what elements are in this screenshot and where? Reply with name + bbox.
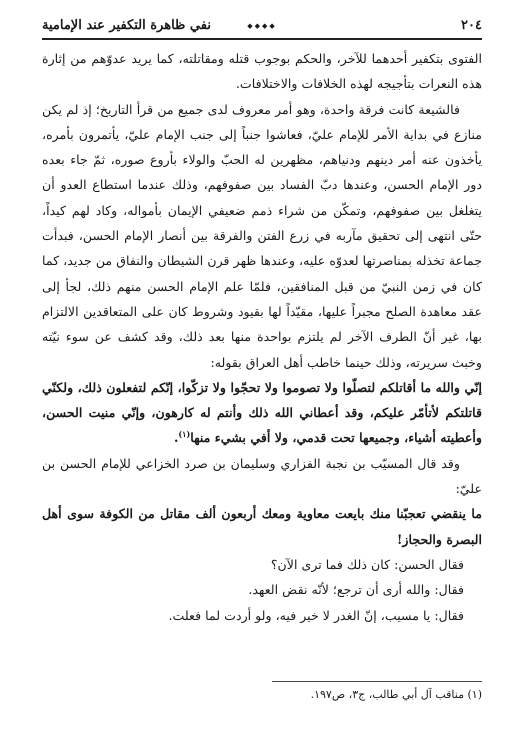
body-text	[42, 46, 482, 628]
footnote-marker: (١)	[178, 429, 191, 440]
header-ornament: ◆◆◆◆	[247, 20, 277, 30]
running-title: نفي ظاهرة التكفير عند الإمامية	[42, 17, 211, 33]
paragraph: الفتوى بتكفير أحدهما للآخر، والحكم بوجوب قتله ومقاتلته، كما يريد عدوّهم من إثارة هذه النعرات بتأجيجه لهذه الخلافات والاختلافات.	[42, 51, 482, 92]
header-rule	[42, 38, 482, 40]
page-number: ٢٠٤	[461, 17, 482, 33]
quote-text: إنّي والله ما أقاتلكم لتصلّوا ولا تصوموا ولا تحجّوا ولا تزكّوا، إنّكم لتفعلون ذلك، ولكنّي قاتلتكم لأتأمّر عليكم، وقد أعطاني الله ذلك وأنتم له كارهون، وإنّي منيت الحسن، وأعطيته أشياء، وجميعها تحت قدمي، ولا أفي بشيء منها	[42, 379, 482, 446]
dialog-line: فقال: يا مسيب، إنّ الغدر لا خير فيه، ولو أردت لما فعلت.	[168, 607, 464, 623]
paragraph: فالشيعة كانت فرقة واحدة، وهو أمر معروف لدى جميع من قرأ التاريخ؛ إذ لم يكن منازع في بداية الأمر للإمام عليّ، فعاشوا جنباً إلى جنب الإمام عليّ، يأتمرون بأمره، يأخذون عنه أمر دينهم ودنياهم، مظهرين له الحبّ والولاء بأروع صوره، ثمّ جاء بعده دور الإمام الحسن، وعندها دبّ الفساد بين صفوفهم، وذلك عندما استطاع العدو أن يتغلغل بين صفوفهم، وتمكّن من شراء ذمم ضعيفي الإيمان بأمواله، وكاد لهم كيداً، حتّى انتهى إلى تحقيق مآربه في زرع الفتن والفرقة بين أنصار الإمام الحسن، فبدأت جماعة تخذله بمناصرتها لعدوّه عليه، وعندها ظهر قرن الشيطان والنفاق من جديد، كما كان في زمن النبيّ من قبل المنافقين، فلمّا علم الإمام الحسن منهم ذلك، لجأ إلى عقد معاهدة الصلح مجبراً عليها، مقيّداً لها بقيود وشروط كان على المتعاقدين الالتزام بها، غير أنّ الطرف الآخر لم يلتزم بواحدة منها بعد ذلك، وقد كشف عن سوء نيّته وخبث سريرته، وذلك حينما خاطب أهل العراق بقوله:	[42, 101, 482, 370]
bold-statement: ما ينقضي تعجبّنا منك بايعت معاوية ومعك أربعون ألف مقاتل من الكوفة سوى أهل البصرة والحجاز!	[42, 506, 482, 547]
page-header	[42, 14, 482, 36]
footnote-rule	[272, 681, 482, 682]
footnote: (١) مناقب آل أبي طالب، ج٣، ص١٩٧.	[310, 688, 482, 701]
dialog-line: فقال: والله أرى أن ترجع؛ لأنّه نقض العهد.	[248, 582, 464, 598]
dialog-line: فقال الحسن: كان ذلك فما ترى الآن؟	[270, 556, 464, 572]
quote: إنّي والله ما أقاتلكم لتصلّوا ولا تصوموا ولا تحجّوا ولا تزكّوا، إنّكم لتفعلون ذلك، ولكنّي قاتلتكم لأتأمّر عليكم، وقد أعطاني الله ذلك وأنتم له كارهون، وإنّي منيت الحسن، وأعطيته أشياء، وجميعها تحت قدمي، ولا أفي بشيء منها$^{(١)}$.	[42, 379, 482, 446]
narration: وقد قال المسيّب بن نجبة الفزاري وسليمان بن صرد الخزاعي للإمام الحسن بن عليّ:	[42, 455, 482, 497]
